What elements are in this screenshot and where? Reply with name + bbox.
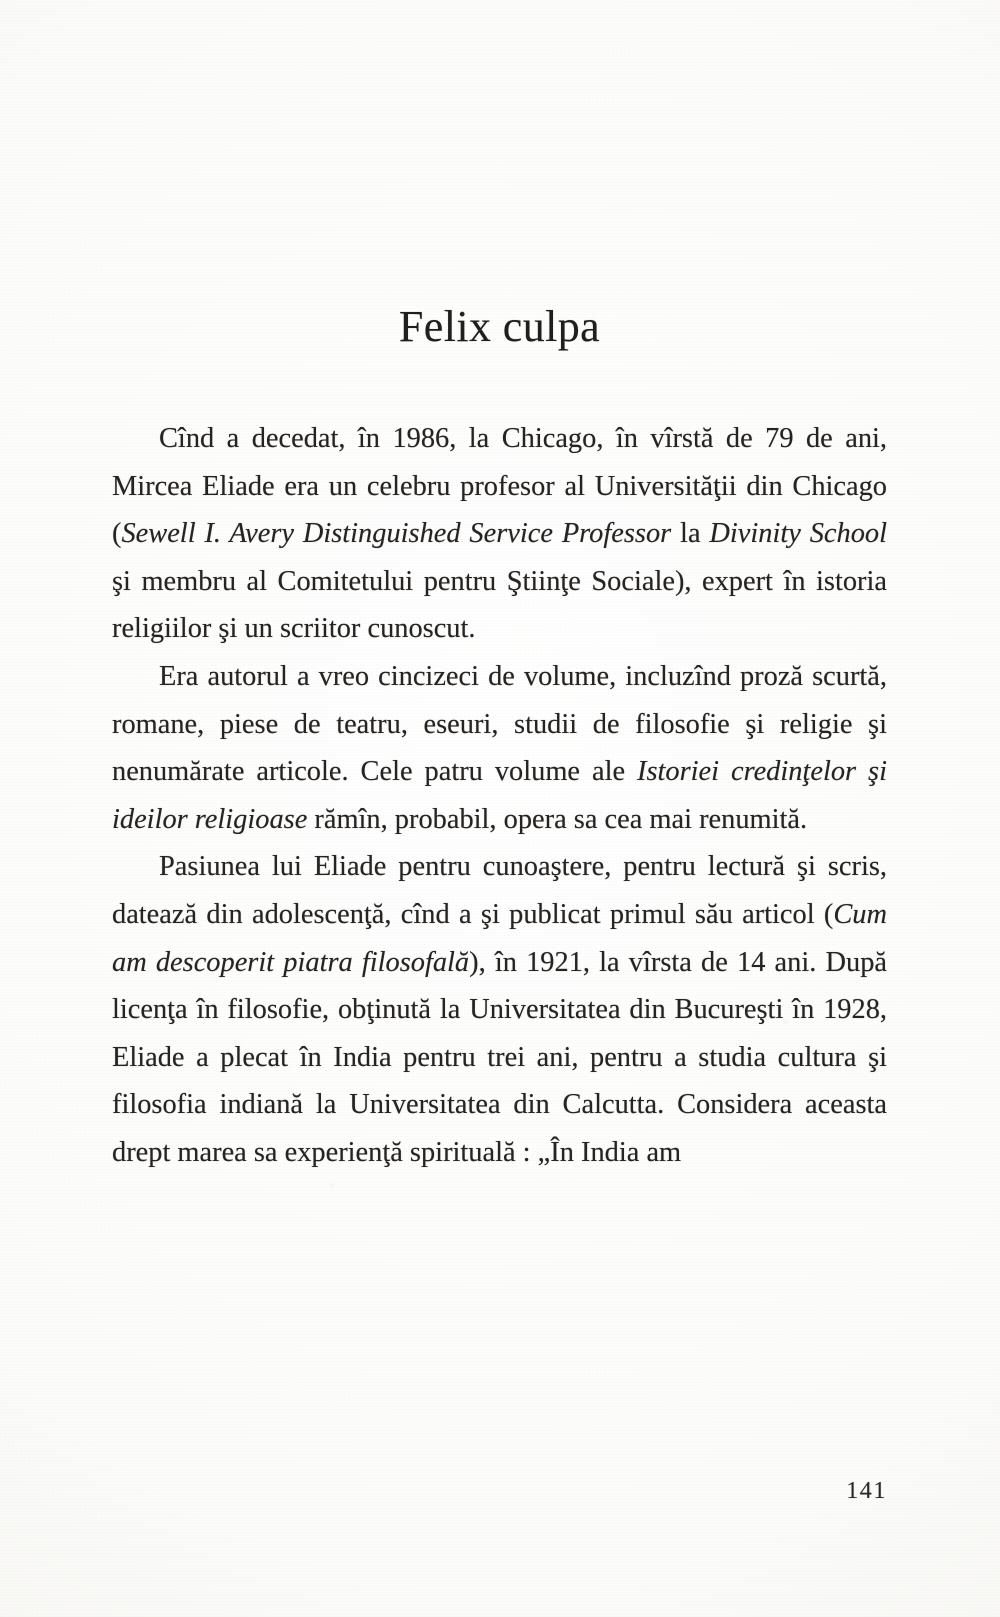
paragraph — [112, 653, 887, 843]
paragraph — [112, 843, 887, 1176]
text-run: la — [671, 518, 710, 550]
text-run: rămîn, probabil, opera sa cea mai renumită. — [307, 803, 808, 835]
chapter-title: Felix culpa — [398, 302, 601, 352]
text-run: şi membru al Comitetului pentru Ştiinţe Sociale), expert în istoria religiilor şi un scriitor cunoscut. — [112, 565, 887, 645]
text-run: Pasiunea lui Eliade pentru cunoaştere, pentru lectură şi scris, datează din adolescenţă, cînd a şi publicat primul său articol ( — [112, 851, 887, 930]
italic-run: Istoriei credinţelor şi ideilor religioase — [112, 756, 887, 835]
paragraph — [112, 415, 887, 653]
text-block — [112, 0, 887, 1617]
body-text — [112, 415, 887, 1177]
text-run: Cînd a decedat, în 1986, la Chicago, în vîrstă de 79 de ani, Mircea Eliade era un celebru profesor al Universităţii din Chicago ( — [112, 423, 887, 550]
italic-run: Cum am descoperit piatra filosofală — [112, 898, 887, 978]
italic-run: Sewell I. Avery Distinguished Service Professor — [121, 518, 672, 550]
italic-run: Divinity School — [709, 518, 887, 550]
text-run: ), în 1921, la vîrsta de 14 ani. După licenţa în filosofie, obţinută la Universitatea din Bucureşti în 1928, Eliade a plecat în India pentru trei ani, pentru a studia cultura şi filosofia indiană la Universitatea din Calcutta. Considera aceasta drept marea sa experienţă spirituală : „În India am — [112, 946, 887, 1168]
page-number: 141 — [846, 1478, 887, 1504]
text-run: Era autorul a vreo cincizeci de volume, incluzînd proză scurtă, romane, piese de teatru, eseuri, studii de filosofie şi religie şi nenumărate articole. Cele patru volume ale — [112, 660, 887, 788]
